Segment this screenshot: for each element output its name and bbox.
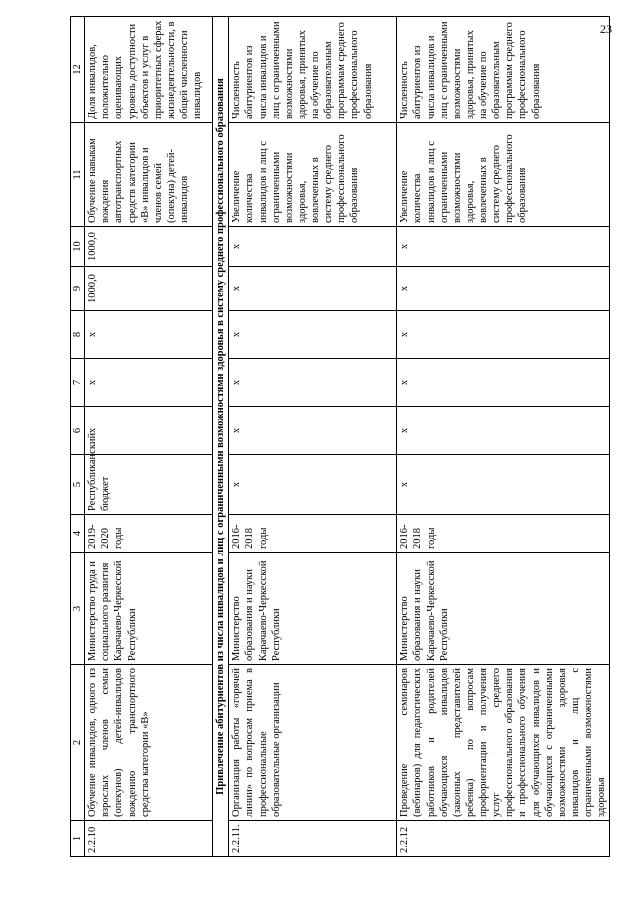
row-number: 2.2.10 [85, 821, 213, 857]
funding-cell: 1000,0 [85, 267, 213, 311]
executor: Министерство образования и науки Карачаево-Черкесской Республики [397, 553, 610, 665]
expected-result: Обучение навыкам вождения автотранспортных средств категории «В» инвалидов и членов семей (опекуна) детей-инвалидов [85, 123, 213, 227]
funding-cell: x [85, 407, 213, 455]
column-number: 7 [71, 359, 85, 407]
funding-cell: x [85, 359, 213, 407]
column-number-row [71, 17, 85, 857]
measure-name: Организация работы «горячей линии» по вопросам приема в профессиональные образовательные организации [229, 665, 397, 821]
measure-name: Обучение инвалидов, одного из взрослых членов семьи (опекунов) детей-инвалидов вождению транспортного средства категории «В» [85, 665, 213, 821]
column-number: 8 [71, 311, 85, 359]
expected-result: Увеличение количества инвалидов и лиц с ограниченными возможностями здоровья, вовлеченных в систему среднего профессионального образования [229, 123, 397, 227]
period: 2019-2020 годы [85, 515, 213, 553]
table-row [397, 17, 610, 857]
column-number: 5 [71, 455, 85, 515]
row-number: 2.2.11. [229, 821, 397, 857]
funding-cell: 1000,0 [85, 227, 213, 267]
funding-source: Республиканский бюджет [85, 455, 213, 515]
column-number: 9 [71, 267, 85, 311]
period: 2016-2018 годы [229, 515, 397, 553]
column-number: 2 [71, 665, 85, 821]
indicator: Численность абитуриентов из числа инвалидов и лиц с ограниченными возможностями здоровья, принятых на обучение по образовательным программам среднего профессионального образования [397, 17, 610, 123]
period: 2016-2018 годы [397, 515, 610, 553]
table-row [85, 17, 213, 857]
funding-source: x [229, 455, 397, 515]
funding-cell: x [85, 311, 213, 359]
funding-cell: x [397, 227, 610, 267]
column-number: 11 [71, 123, 85, 227]
column-number: 3 [71, 553, 85, 665]
indicator: Численность абитуриентов из числа инвалидов и лиц с ограниченными возможностями здоровья, принятых на обучение по образовательным программам среднего профессионального образования [229, 17, 397, 123]
funding-cell: x [397, 311, 610, 359]
funding-cell: x [229, 311, 397, 359]
program-measures-table [70, 16, 610, 857]
funding-cell: x [229, 407, 397, 455]
funding-cell: x [397, 267, 610, 311]
expected-result: Увеличение количества инвалидов и лиц с ограниченными возможностями здоровья, вовлеченных в систему среднего профессионального образования [397, 123, 610, 227]
column-number: 6 [71, 407, 85, 455]
section-title: Привлечение абитуриентов из числа инвалидов и лиц с ограниченными возможностями здоровья в систему среднего профессионального образования [213, 17, 229, 857]
funding-cell: x [397, 359, 610, 407]
executor: Министерство труда и социального развития Карачаево-Черкесской Республики [85, 553, 213, 665]
funding-cell: x [229, 227, 397, 267]
section-header-row [213, 17, 229, 857]
row-number: 2.2.12 [397, 821, 610, 857]
column-number: 10 [71, 227, 85, 267]
column-number: 1 [71, 821, 85, 857]
funding-cell: x [397, 407, 610, 455]
table-row [229, 17, 397, 857]
executor: Министерство образования и науки Карачаево-Черкесской Республики [229, 553, 397, 665]
indicator: Доля инвалидов, положительно оценивающих уровень доступности объектов и услуг в приоритетных сферах жизнедеятельности, в общей численности инвалидов [85, 17, 213, 123]
column-number: 12 [71, 17, 85, 123]
rotated-table-container [70, 17, 608, 857]
measure-name: Проведение семинаров (вебинаров) для педагогических работников и родителей обучающихся инвалидов (законных представителей ребенка) по вопросам профориентации и получения услуг среднего профессионального образования и профессионального обучения для обучающихся инвалидов и обучающихся с ограниченными возможностями здоровья инвалидов и лиц с ограниченными возможностями здоровья [397, 665, 610, 821]
funding-source: x [397, 455, 610, 515]
funding-cell: x [229, 359, 397, 407]
column-number: 4 [71, 515, 85, 553]
funding-cell: x [229, 267, 397, 311]
page-number: 23 [600, 22, 612, 36]
